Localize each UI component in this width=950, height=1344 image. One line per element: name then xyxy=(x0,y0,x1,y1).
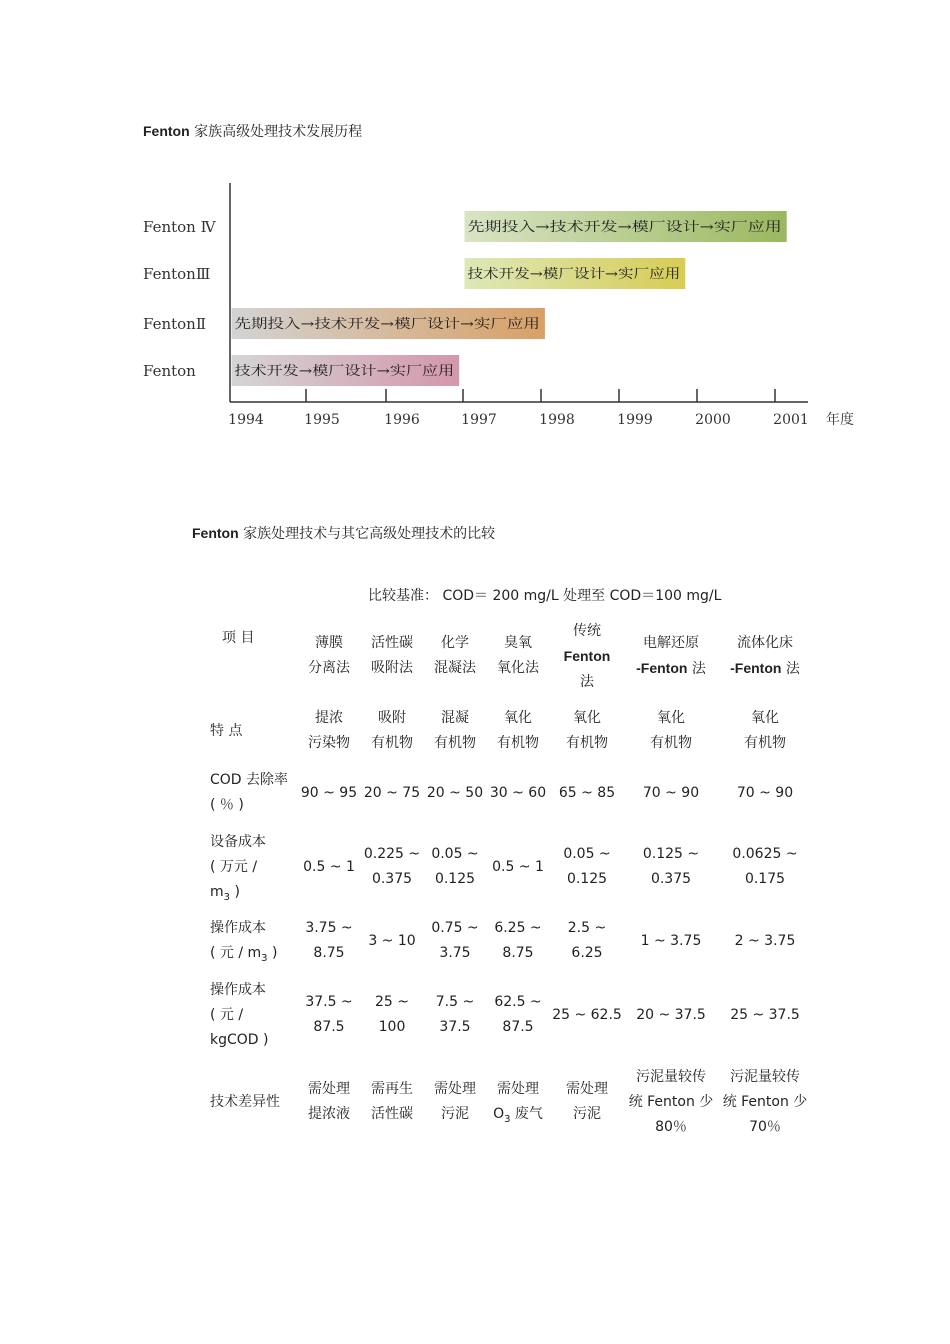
timeline-year-label: 1995 xyxy=(304,412,340,428)
table-cell: 6.25 ~ 8.75 xyxy=(494,920,542,961)
table-cell: 20 ~ 50 xyxy=(426,784,484,801)
table-cell: 25 ~ 62.5 xyxy=(552,1006,622,1023)
table-cell: 20 ~ 75 xyxy=(363,784,421,801)
timeline-year-label: 1996 xyxy=(384,412,420,428)
table-cell: 吸附 有机物 xyxy=(371,710,413,751)
comparison-basis: 比较基准： COD＝ 200 mg/L 处理至 COD＝100 mg/L xyxy=(368,588,722,604)
table-cell: 需处理 提浓液 xyxy=(308,1081,350,1122)
table-header-cell: 活性碳 吸附法 xyxy=(371,635,413,676)
timeline-bar-label: 先期投入→技术开发→模厂设计→实厂应用 xyxy=(234,317,476,332)
table-cell: 0.05 ~ 0.125 xyxy=(563,846,611,887)
table-cell: 70 ~ 90 xyxy=(736,784,794,801)
table-row-label: 操作成本 ( 元 / kgCOD ) xyxy=(210,981,269,1048)
table-cell: 0.0625 ~ 0.175 xyxy=(732,846,798,887)
timeline-year-label: 1997 xyxy=(461,412,497,428)
table-header-cell: 薄膜 分离法 xyxy=(308,635,350,676)
timeline-title-text: 家族高级处理技术发展历程 xyxy=(194,124,363,140)
timeline-bar-label: 先期投入→技术开发→模厂设计→实厂应用 xyxy=(467,220,709,235)
table-cell: 2.5 ~ 6.25 xyxy=(567,920,607,961)
timeline-bar-label: 技术开发→模厂设计→实厂应用 xyxy=(234,364,413,379)
table-cell: 0.125 ~ 0.375 xyxy=(642,846,700,887)
table-header-cell: 臭氧 氧化法 xyxy=(497,635,539,676)
timeline-chart xyxy=(0,0,950,450)
table-row-label: 操作成本 ( 元 / $m_3$ ) xyxy=(210,920,278,964)
table-cell: 污泥量较传 统 Fenton 少 80％ xyxy=(628,1068,714,1135)
table-cell: 需处理 $O_3$ 废气 xyxy=(493,1081,543,1125)
timeline-year-label: 1998 xyxy=(539,412,575,428)
table-row-label: 设备成本 ( 万元 / $m_3$ ) xyxy=(210,833,266,903)
table-row-label: 技术差异性 xyxy=(210,1093,280,1110)
table-header-cell: 电解还原 -Fenton 法 xyxy=(636,635,706,677)
table-row-label: COD 去除率 ( ％ ) xyxy=(210,772,289,813)
timeline-row-label: Fenton xyxy=(143,362,196,380)
table-cell: 30 ~ 60 xyxy=(489,784,547,801)
table-cell: 0.5 ~ 1 xyxy=(303,858,355,875)
timeline-axis-unit: 年度 xyxy=(826,412,854,428)
timeline-year-label: 2000 xyxy=(695,412,731,428)
table-cell: 3 ~ 10 xyxy=(368,932,416,949)
table-cell: 需处理 污泥 xyxy=(434,1081,476,1122)
table-cell: 2 ~ 3.75 xyxy=(734,932,796,949)
table-cell: 1 ~ 3.75 xyxy=(640,932,702,949)
table-cell: 20 ~ 37.5 xyxy=(636,1006,706,1023)
table-cell: 0.05 ~ 0.125 xyxy=(431,846,479,887)
table-cell: 氧化 有机物 xyxy=(650,710,692,751)
timeline-year-label: 1999 xyxy=(617,412,653,428)
table-header-cell: 化学 混凝法 xyxy=(434,635,476,676)
table-cell: 提浓 污染物 xyxy=(308,710,350,751)
table-cell: 0.5 ~ 1 xyxy=(492,858,544,875)
timeline-row-label: FentonⅡ xyxy=(143,315,207,333)
timeline-year-label: 2001 xyxy=(773,412,809,428)
timeline-row-label: Fenton Ⅳ xyxy=(143,218,216,236)
table-cell: 污泥量较传 统 Fenton 少 70％ xyxy=(722,1068,808,1135)
table-header-item: 项 目 xyxy=(222,629,255,646)
table-cell: 90 ~ 95 xyxy=(300,784,358,801)
table-header-cell: 传统 Fenton 法 xyxy=(563,622,611,690)
comparison-title xyxy=(192,523,495,543)
table-cell: 0.225 ~ 0.375 xyxy=(363,846,421,887)
table-cell: 混凝 有机物 xyxy=(434,710,476,751)
table-cell: 65 ~ 85 xyxy=(558,784,616,801)
table-cell: 25 ~ 37.5 xyxy=(730,1006,800,1023)
table-cell: 37.5 ~ 87.5 xyxy=(305,994,353,1035)
table-cell: 7.5 ~ 37.5 xyxy=(435,994,475,1035)
table-cell: 0.75 ~ 3.75 xyxy=(431,920,479,961)
timeline-title-bold: Fenton xyxy=(143,123,190,139)
table-cell: 3.75 ~ 8.75 xyxy=(305,920,353,961)
timeline-row-label: FentonⅢ xyxy=(143,265,211,283)
table-cell: 70 ~ 90 xyxy=(642,784,700,801)
table-cell: 氧化 有机物 xyxy=(744,710,786,751)
table-cell: 需处理 污泥 xyxy=(566,1081,608,1122)
comparison-title-text: 家族处理技术与其它高级处理技术的比较 xyxy=(243,526,496,542)
table-cell: 氧化 有机物 xyxy=(497,710,539,751)
comparison-title-bold: Fenton xyxy=(192,525,239,541)
table-cell: 氧化 有机物 xyxy=(566,710,608,751)
table-header-cell: 流体化床 -Fenton 法 xyxy=(730,635,800,677)
timeline-year-label: 1994 xyxy=(228,412,264,428)
timeline-bar-label: 技术开发→模厂设计→实厂应用 xyxy=(467,267,646,282)
table-row-label: 特 点 xyxy=(210,722,243,739)
table-cell: 62.5 ~ 87.5 xyxy=(494,994,542,1035)
table-cell: 需再生 活性碳 xyxy=(371,1081,413,1122)
table-cell: 25 ~ 100 xyxy=(375,994,409,1035)
